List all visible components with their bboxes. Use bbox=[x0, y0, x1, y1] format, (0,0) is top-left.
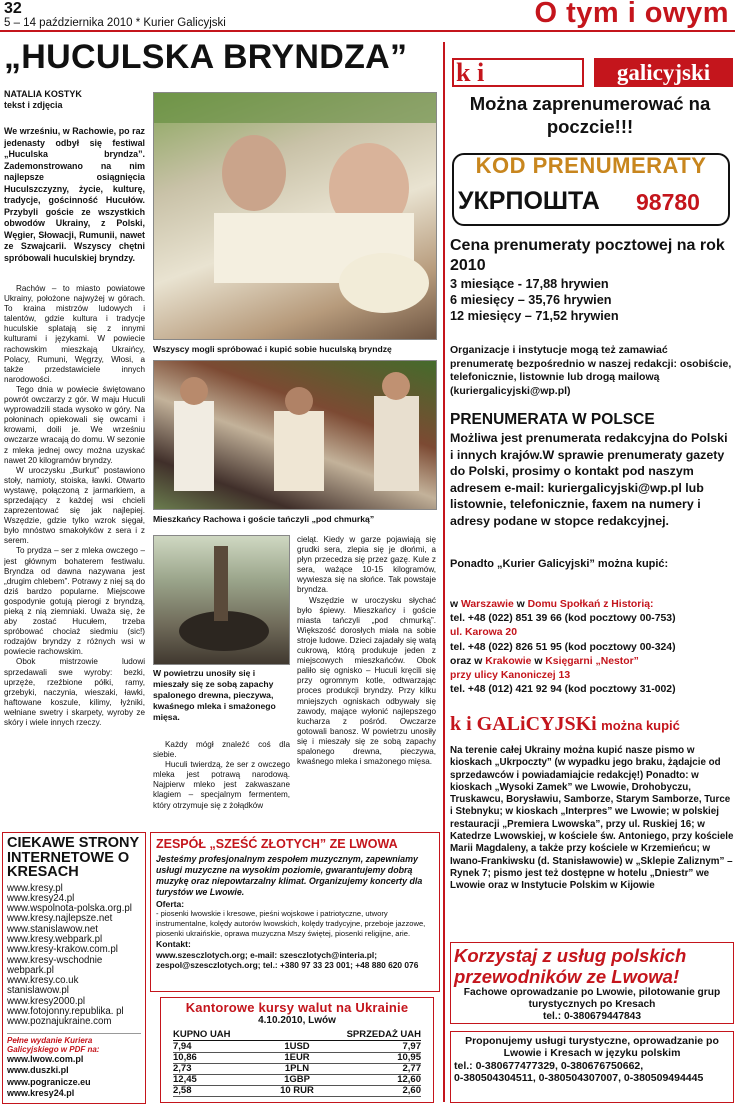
issue-line: 5 – 14 października 2010 * Kurier Galicyjski bbox=[4, 17, 226, 29]
link-item[interactable]: www.kresy-krakow.com.pl bbox=[7, 944, 118, 956]
guides-ad bbox=[450, 942, 734, 1024]
paragraph: To prydza – ser z mleka owczego – jest głównym bohaterem festiwalu. Bryndza od dawna nazywana jest „drugim chlebem”. Potrawy z niej są do dziś bardzo popularne. Miejscowe gospodynie gotują pierogi z bryndzą, pieką z nią ziemniaki. Uważa się, że aby zostać Hucułem, trzeba spróbować chociaż siedmiu (sic!) rodzajów bryndzy z różnych wsi w powiecie rachowskim. bbox=[4, 546, 145, 657]
article-column-3 bbox=[297, 535, 436, 825]
pdf-link[interactable]: www.duszki.pl bbox=[7, 1065, 69, 1076]
logo-kurier bbox=[452, 58, 584, 87]
column-divider bbox=[443, 42, 445, 1102]
tel-line: tel. +48 (022) 851 39 66 (kod pocztowy 00-753) bbox=[450, 613, 676, 625]
photo-caption-2: Mieszkańcy Rachowa i goście tańczyli „pod chmurką” bbox=[153, 514, 375, 524]
price-list bbox=[450, 276, 732, 324]
rates-title: Kantorowe kursy walut na Ukrainie bbox=[185, 1000, 409, 1015]
price-item: 12 miesięcy – 71,52 hrywien bbox=[450, 309, 619, 323]
org-note: Organizacje i instytucje mogą też zamawiać prenumeratę bezpośrednio w naszej redakcji: osobiście, telefonicznie, listownie lub drogą mailową (kuriergalicyjski@wp.pl) bbox=[450, 344, 732, 398]
poland-text: Możliwa jest prenumerata redakcyjna do Polski i innych krajów.W sprawie prenumeraty gazety do Polski, prosimy o kontakt pod naszym adresem e-mail: kuriergalicyjski@wp.pl lub listownie, telefonicznie, faxem na numery i adresy podane w stopce redakcyjnej. bbox=[450, 431, 728, 528]
photo-shapes bbox=[154, 93, 437, 340]
article-headline: „HUCULSKA BRYNDZA” bbox=[4, 38, 408, 76]
author: NATALIA KOSTYK bbox=[4, 89, 82, 99]
links-list bbox=[7, 884, 141, 1028]
contact-text: www.szesczlotych.org; e-mail: szesczlotych@interia.pl; zespol@szesczlotych.org; tel.: +380 97 33 23 001; +48 880 620 076 bbox=[156, 949, 419, 970]
tel-line: tel. +48 (012) 421 92 94 (kod pocztowy 31-002) bbox=[450, 684, 676, 696]
byline bbox=[4, 89, 149, 111]
guides-phone: tel.: 0-380679447843 bbox=[543, 1011, 641, 1022]
paragraph: Tego dnia w powiecie świętowano powrót owczarzy z gór. W maju Huculi wyprowadzili stada wysoko w góry. Na połoninach opiekowali się owcami i krowami, doili je. We wrześniu owczarze wracają do domu. W sezonie z mleka jednej owcy można uzyskać nawet 20 kilogramów bryndzy. bbox=[4, 384, 145, 465]
article-column-1 bbox=[4, 284, 145, 824]
buy-value: 2,73 bbox=[173, 1063, 192, 1074]
rates-header bbox=[173, 1029, 421, 1041]
pdf-link[interactable]: www.lwow.com.pl bbox=[7, 1053, 84, 1064]
currency: 1PLN bbox=[284, 1063, 310, 1074]
paragraph: Wszędzie w uroczysku słychać było śpiewy. Mieszkańcy i goście miasta tańczyli „pod chmurką”. Większość dorosłych miała na sobie stroje ludowe. Dzieci zajadały się watą cukrową, którą produkuje jeden z miejscowych mieszkańców. Obok paliło się ognisko – Huculi kręcili się przy ogromnym kotle, odtwarzając proces produkcji bryndzy. Przy kilku mniejszych ogniskach odbywały się zawody, mające wyłonić najlepszego kucharza z pośród. Owczarze gotowali banosz. W powietrzu unosiły się i mieszały się ze sobą zapachy spalonego drewna, pieczywa, kwaśnego mleka i smażonego mięsa. bbox=[297, 595, 436, 767]
offer-label: Oferta: bbox=[156, 899, 185, 909]
rates-date: 4.10.2010, Lwów bbox=[258, 1015, 336, 1026]
logo-galicyjski: galicyjski bbox=[594, 58, 733, 87]
code-title: KOD PRENUMERATY bbox=[475, 153, 707, 178]
place: Domu Społkań z Historią: bbox=[527, 599, 654, 610]
pdf-link[interactable]: www.pogranicze.eu bbox=[7, 1076, 91, 1087]
exchange-rates-box bbox=[160, 997, 434, 1103]
link-item[interactable]: www.kresy24.pl bbox=[7, 892, 75, 904]
contact-label: Kontakt: bbox=[156, 939, 191, 949]
sell-value: 10,95 bbox=[397, 1052, 421, 1063]
kupic-logo: k i GALiCYJSKi bbox=[450, 713, 597, 735]
services-phones-2: 0-380504304511, 0-380504307007, 0-380509494445 bbox=[454, 1072, 704, 1085]
paragraph: Obok mistrzowie ludowi sprzedawali swe wyroby: bezki, uprzęże, rzeźbione półki, ramy, grzebyki, naczynia, wieszaki, ławki, haftowane koszule, kilimy, łyżniki, wełniane swetry i skarpety, wyroby ze skóry i wiele innych rzeczy. bbox=[4, 657, 145, 728]
ponadto-text: Ponadto „Kurier Galicyjski” można kupić: bbox=[450, 558, 669, 570]
link-item[interactable]: www.kresy.webpark.pl bbox=[7, 933, 103, 945]
offer-text: - piosenki lwowskie i kresowe, pieśni wojskowe i patriotyczne, utwory instrumentalne, kolędy autorów lwowskich, kolędy tradycyjne, przeboje jazzowe, piosenki ukraińskie, oprawa muzyczna Mszy świętej, piosenki religijne, arie. bbox=[156, 909, 426, 938]
price-item: 6 miesięcy – 35,76 hrywien bbox=[450, 293, 612, 307]
tour-services-ad bbox=[450, 1031, 734, 1103]
paragraph: cieląt. Kiedy w garze pojawiają się grudki sera, zlepia się je dłońmi, a płyn przecedza się przez gazę. Kule z sera, ważące 10-15 kilogramów, wywiesza się na słońce. Tak powstaje bryndza. bbox=[297, 535, 436, 595]
ciekawe-title: CIEKAWE STRONY INTERNETOWE O KRESACH bbox=[7, 835, 139, 880]
text: w bbox=[531, 655, 546, 667]
addresses bbox=[450, 598, 734, 697]
rate-row bbox=[173, 1086, 421, 1097]
article-lead: We wrześniu, w Rachowie, po raz jedenasty odbył się festiwal „Huculska bryndza”. Zademonstrowano na nim najlepsze osiągnięcia Huculszczyzny, życie, kulturę, tradycje, gościnność Hucułów. Przybyli goście ze wszystkich obwodów Ukrainy, z Polski, Węgier, Słowacji, Rumunii, nawet ze Szwajcarii. Wszyscy chętni spróbowali huculskiej bryndzy. bbox=[4, 126, 145, 264]
ukrposhta-label: УКРПОШТА bbox=[458, 187, 600, 215]
author-note: tekst i zdjęcia bbox=[4, 100, 63, 110]
sell-value: 12,60 bbox=[397, 1074, 421, 1085]
page-number: 32 bbox=[4, 0, 22, 17]
paragraph: W uroczysku „Burkut” postawiono stoły, namioty, stoiska, ławki. Otwarto wystawę, połączoną z jarmarkiem, a sprzedający z każdej wsi chcieli zaprezentować się jak najlepiej. Wszędzie, gdzie tylko wzrok sięgał, było mnóstwo smakołyków z sera i z serem. bbox=[4, 465, 145, 546]
pdf-box bbox=[7, 1033, 141, 1100]
sell-value: 2,60 bbox=[402, 1085, 421, 1096]
where-to-buy-text: Na terenie całej Ukrainy można kupić nasze pismo w kioskach „Ukrpoczty” (w wypadku jego braku, żądajcie od sprzedawców i powiadamiajcie redakcję!) Ponadto: w kioskach „Wysoki Zamek” we Lwowie, Drohobyczu, Truskawcu, Borysławiu, Samborze, Starym Samborze, Turce i Stebnyku; w kioskach „Interpres” we Lwowie; w polskiej restauracji „Premiera Lwowska”, przy ul. Ruskiej 16; w Katedrze Lwowskiej, w kościele św. Antoniego, przy kościele Marii Magdaleny, a także przy kościele w Krzemieńcu; w Iwano-Frankiwsku (d. Stanisławowie) w „Sklepie Zaliznym” – Rynek 7; pismo jest też dostępne w hotelu „Dniestr” we Lwowie oraz w Instytucie Polskim w Kijowie bbox=[450, 745, 734, 892]
services-phones-1: tel.: 0-380677477329, 0-380676750662, bbox=[454, 1059, 644, 1072]
buy-value: 7,94 bbox=[173, 1041, 192, 1052]
krakow-line bbox=[450, 655, 734, 669]
guides-text: Fachowe oprowadzanie po Lwowie, pilotowanie grup turystycznych po Kresach bbox=[463, 987, 721, 1010]
city: Warszawie bbox=[460, 599, 514, 610]
text: w bbox=[513, 599, 528, 610]
paragraph: Huculi twierdzą, że ser z owczego mleka jest potrawą narodową. Najpierw mleko jest zakwaszane klagiem – specjalnym fermentem, który otrzymuje się z żołądków bbox=[153, 760, 290, 810]
link-item[interactable]: www.poznajukraine.com bbox=[7, 1016, 112, 1028]
tel-line: tel. +48 (022) 826 51 95 (kod pocztowy 00-324) bbox=[450, 641, 676, 653]
link-item[interactable]: www.wspolnota-polska.org.pl bbox=[7, 903, 132, 915]
photo-dancing bbox=[153, 360, 437, 510]
street-line: ul. Karowa 20 bbox=[450, 627, 517, 639]
buy-value: 10,86 bbox=[173, 1052, 197, 1063]
subscribe-headline: Można zaprenumerować na poczcie!!! bbox=[469, 93, 711, 137]
street-line: przy ulicy Kanoniczej 13 bbox=[450, 670, 571, 682]
pdf-note: Pełne wydanie Kuriera Galicyjskiego w PDF na: bbox=[7, 1035, 100, 1054]
section-title: O tym i owym bbox=[534, 0, 729, 29]
where-to-buy-header bbox=[450, 713, 732, 736]
buy-value: 12,45 bbox=[173, 1074, 197, 1085]
photo-bryndza-stall bbox=[153, 92, 437, 340]
sell-value: 7,97 bbox=[402, 1041, 421, 1052]
price-title: Cena prenumeraty pocztowej na rok 2010 bbox=[450, 237, 725, 274]
photo-shapes bbox=[154, 361, 437, 510]
photo-caption-3: W powietrzu unosiły się i mieszały się ze sobą zapachy spalonego drewna, pieczywa, kwaśnego mleka i smażonego mięsa. bbox=[153, 668, 276, 722]
link-item[interactable]: www.kresy-wschodnie webpark.pl bbox=[7, 954, 103, 976]
zespol-intro: Jesteśmy profesjonalnym zespołem muzycznym, zapewniamy usługi muzyczne na wysokim poziomie, gwarantujemy dobrą muzykę oraz niepowtarzalny klimat. Organizujemy koncerty dla turystów we Lwowie. bbox=[156, 854, 423, 897]
buy-label: KUPNO UAH bbox=[173, 1029, 231, 1040]
price-item: 3 miesiące - 17,88 hrywien bbox=[450, 277, 609, 291]
warsaw-line bbox=[450, 598, 734, 612]
guides-title: Korzystaj z usług polskich przewodników ze Lwowa! bbox=[454, 945, 687, 987]
photo-shapes bbox=[154, 536, 290, 665]
link-item[interactable]: www.fotojonny.republika. pl bbox=[7, 1006, 124, 1018]
zespol-ad bbox=[150, 832, 440, 992]
text: oraz w bbox=[450, 655, 486, 667]
subscription-code: 98780 bbox=[636, 189, 700, 215]
photo-cauldron bbox=[153, 535, 290, 665]
currency: 1EUR bbox=[284, 1052, 310, 1063]
place: Księgarni „Nestor” bbox=[545, 655, 639, 667]
zespol-title: ZESPÓŁ „SZEŚĆ ZŁOTYCH” ZE LWOWA bbox=[156, 837, 398, 851]
link-item[interactable]: www.kresy.najlepsze.net bbox=[7, 913, 113, 925]
text: w bbox=[450, 599, 461, 610]
paragraph: Każdy mógł znaleźć coś dla siebie. bbox=[153, 740, 290, 760]
logo-text: k i bbox=[456, 58, 485, 87]
link-item[interactable]: www.kresy.pl bbox=[7, 882, 63, 894]
link-item[interactable]: www.stanislawow.net bbox=[7, 923, 98, 935]
photo-caption-1: Wszyscy mogli spróbować i kupić sobie huculską bryndzę bbox=[153, 344, 392, 354]
article-column-2 bbox=[153, 740, 290, 823]
buy-value: 2,58 bbox=[173, 1085, 192, 1096]
ciekawe-strony-box bbox=[2, 832, 146, 1104]
paragraph: Rachów – to miasto powiatowe Ukrainy, położone najwyżej w górach. To kraina mistrzów ludowych i talentów, gdzie kultura i tradycje huculskie splatają się z innymi kulturami i językami. W powiecie rachowskim mieszkają Ukraińcy, Polacy, Rumuni, Węgrzy, Włosi, a także przedstawiciele innych narodowości. bbox=[4, 284, 145, 384]
city: Krakowie bbox=[485, 655, 532, 667]
pdf-link[interactable]: www.kresy24.pl bbox=[7, 1088, 75, 1099]
services-text: Proponujemy usługi turystyczne, oprowadzanie po Lwowie i Kresach w języku polskim bbox=[465, 1035, 719, 1060]
link-item[interactable]: www.kresy.co.uk stanislawow.pl bbox=[7, 975, 79, 997]
kupic-suffix: można kupić bbox=[601, 718, 680, 733]
sell-label: SPRZEDAŻ UAH bbox=[346, 1029, 421, 1040]
link-item[interactable]: www.kresy2000.pl bbox=[7, 995, 86, 1007]
currency: 1USD bbox=[284, 1041, 310, 1052]
currency: 1GBP bbox=[284, 1074, 310, 1085]
poland-title: PRENUMERATA W POLSCE bbox=[450, 411, 655, 428]
currency: 10 RUR bbox=[280, 1085, 314, 1096]
sell-value: 2,77 bbox=[402, 1063, 421, 1074]
